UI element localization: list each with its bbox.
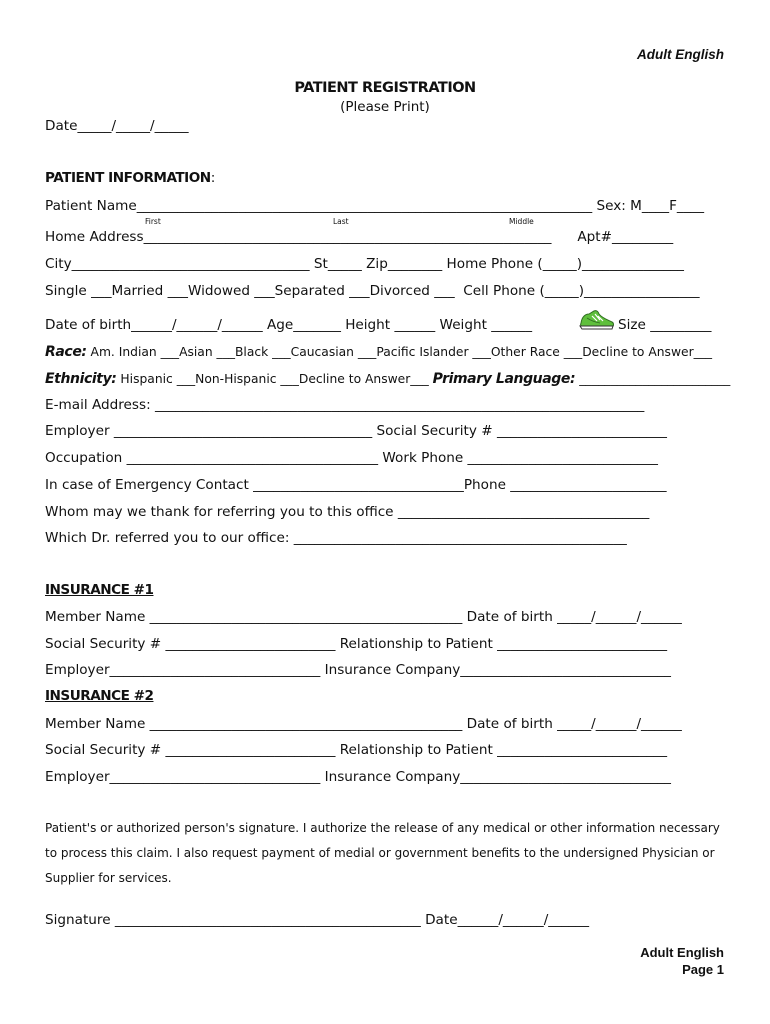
top-form-label: Adult English: [637, 47, 724, 62]
home-address-field[interactable]: Home Address____________________________________________________________ Apt#_________: [45, 229, 674, 245]
shoe-icon: [578, 308, 616, 332]
primary-language-field[interactable]: ________________________: [575, 371, 731, 386]
shoe-size-field[interactable]: Size _________: [618, 317, 712, 333]
heading-colon: :: [210, 170, 216, 186]
page-title: PATIENT REGISTRATION: [294, 80, 476, 96]
occupation-work-phone-field[interactable]: Occupation _____________________________________ Work Phone ____________________________: [45, 450, 658, 466]
insurance-2-ssn-field[interactable]: Social Security # _________________________ Relationship to Patient _________________________: [45, 742, 668, 758]
ethnicity-label: Ethnicity:: [45, 371, 117, 387]
email-field[interactable]: E-mail Address: ________________________________________________________________________: [45, 397, 645, 413]
footer-form-label: Adult English: [640, 945, 724, 960]
referring-doctor-field[interactable]: Which Dr. referred you to our office: _________________________________________________: [45, 530, 627, 546]
page-subtitle: (Please Print): [340, 99, 430, 115]
insurance-1-ssn-field[interactable]: Social Security # _________________________ Relationship to Patient _________________________: [45, 636, 668, 652]
patient-name-field[interactable]: Patient Name___________________________________________________________________ Sex: M____F____: [45, 198, 705, 214]
city-state-zip-phone-field[interactable]: City___________________________________ St_____ Zip________ Home Phone (_____)_______________: [45, 256, 684, 272]
name-sublabel-last: Last: [333, 217, 349, 226]
authorization-statement: Patient's or authorized person's signature. I authorize the release of any medical or other information necessary to process this claim. I also request payment of medial or government benefits to the undersigned Physician or Supplier for services.: [45, 821, 720, 885]
insurance-2-member-field[interactable]: Member Name ______________________________________________ Date of birth _____/______/______: [45, 716, 682, 732]
page-number: Page 1: [682, 962, 724, 977]
patient-information-heading: [45, 172, 215, 186]
ethnicity-options[interactable]: Hispanic ___Non-Hispanic ___Decline to Answer___: [116, 372, 433, 386]
dob-age-height-weight-field[interactable]: Date of birth______/______/______ Age_______ Height ______ Weight ______: [45, 317, 533, 333]
insurance-2-employer-field[interactable]: Employer_______________________________ Insurance Company_______________________________: [45, 769, 671, 785]
insurance-1-member-field[interactable]: Member Name ______________________________________________ Date of birth _____/______/______: [45, 609, 682, 625]
insurance-2-heading: INSURANCE #2: [45, 688, 154, 704]
insurance-1-employer-field[interactable]: Employer_______________________________ Insurance Company_______________________________: [45, 662, 671, 678]
referral-thanks-field[interactable]: Whom may we thank for referring you to this office _____________________________________: [45, 504, 650, 520]
section-title: PATIENT INFORMATION: [45, 170, 211, 186]
date-field[interactable]: Date_____/_____/_____: [45, 118, 189, 134]
ethnicity-language-row: [45, 372, 730, 386]
employer-ssn-field[interactable]: Employer ______________________________________ Social Security # _________________________: [45, 423, 667, 439]
name-sublabel-first: First: [145, 217, 161, 226]
emergency-contact-field[interactable]: In case of Emergency Contact _______________________________Phone _______________________: [45, 477, 667, 493]
insurance-1-heading: INSURANCE #1: [45, 582, 154, 598]
signature-date-field[interactable]: Signature _____________________________________________ Date______/______/______: [45, 912, 590, 928]
race-row: [45, 345, 712, 360]
primary-language-label: Primary Language:: [432, 371, 576, 387]
race-options[interactable]: Am. Indian ___Asian ___Black ___Caucasian ___Pacific Islander ___Other Race ___Decline to Answer___: [86, 345, 713, 359]
name-sublabel-middle: Middle: [509, 217, 534, 226]
marital-status-cell-phone-field[interactable]: Single ___Married ___Widowed ___Separated ___Divorced ___ Cell Phone (_____)_________________: [45, 283, 700, 299]
race-label: Race:: [45, 344, 87, 360]
